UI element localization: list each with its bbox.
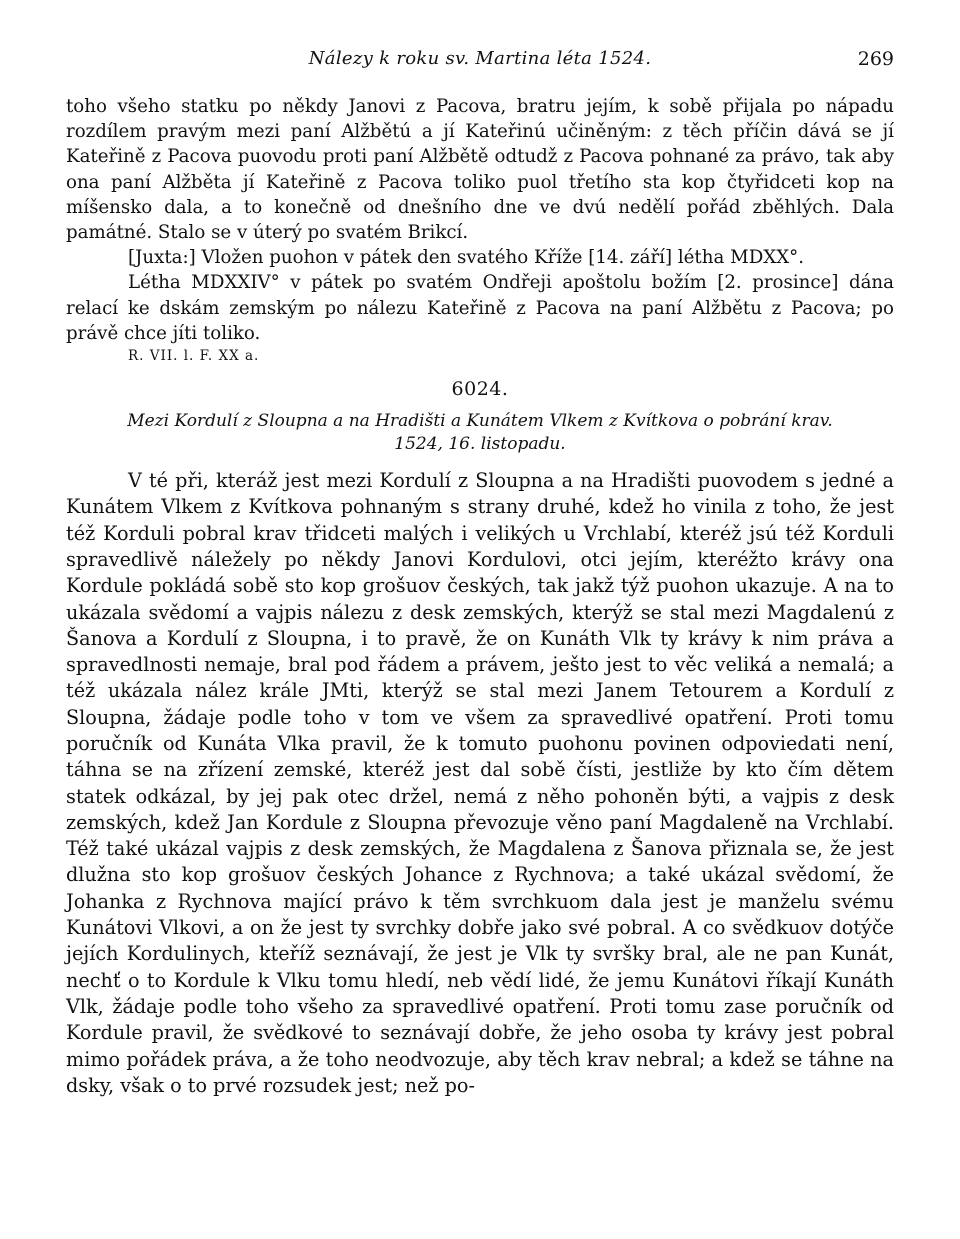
running-title: Nálezy k roku sv. Martina léta 1524. [308,48,652,69]
page-number: 269 [857,48,894,70]
page-header [66,44,894,74]
archival-reference: R. VII. l. F. XX a. [128,348,260,365]
paragraph-juxta-note: [Juxta:] Vložen puohon v pátek den svatého Kříže [14. září] létha MDXX°. [128,247,805,269]
document-heading [66,410,894,456]
document-heading-title: Mezi Kordulí z Sloupna a na Hradišti a Kunátem Vlkem z Kvítkova o pobrání krav. [127,411,833,432]
paragraph-relation-note: Létha MDXXIV° v pátek po svatém Ondřeji apoštolu božím [2. prosince] dána relací ke dskám zemským po nálezu Kateřině z Pacova na paní Alžbětu z Pacova; po právě chce jíti toliko. [66,272,894,344]
paragraph-continuation: toho všeho statku po někdy Janovi z Pacova, bratru jejím, k sobě přijala po nápadu rozdílem pravým mezi paní Alžbětú a jí Kateřinú učiněným: z těch příčin dává se jí Kateřině z Pacova puovodu proti paní Alžbětě odtudž z Pacova pohnané za právo, tak aby ona paní Alžběta jí Kateřině z Pacova toliko puol třetího sta kop čtyřidceti kop na míšensko dala, a to konečně od dnešního dne ve dvú nedělí pořád zběhlých. Dala památné. Stalo se v úterý po svatém Brikcí. [66,96,894,244]
document-body: V té při, kteráž jest mezi Kordulí z Sloupna a na Hradišti puovodem s jedné a Kunátem Vlkem z Kvítkova pohnaným s strany druhé, kdež ho vinila z toho, že jest též Korduli pobral krav třidceti malých i velikých u Vrchlabí, kteréž jsú též Korduli spravedlivě náležely po někdy Janovi Kordulovi, otci jejím, kteréžto krávy ona Kordule pokládá sobě sto kop grošuov českých, tak jakž týž puohon ukazuje. A na to ukázala svědomí a vajpis nálezu z desk zemských, kterýž se stal mezi Magdalenú z Šanova a Kordulí z Sloupna, i to pravě, že on Kunáth Vlk ty krávy k nim práva a spravedlnosti nemaje, bral pod řádem a právem, ješto jest to věc veliká a nemalá; a též ukázala nález krále JMti, kterýž se stal mezi Janem Tetourem a Kordulí z Sloupna, žádaje podle toho v tom ve všem za spravedlivé opatření. Proti tomu poručník od Kunáta Vlka pravil, že k tomuto puohonu povinen odpoviedati není, táhna se na zřízení zemské, kteréž jest dal sobě čísti, jestliže by kto čím dětem statek odkázal, by jej pak otec držel, nemá z něho pohoněn býti, a vajpis z desk zemských, kdež Jan Kordule z Sloupna převozuje věno paní Magdaleně na Vrchlabí. Též také ukázal vajpis z desk zemských, že Magdalena z Šanova přiznala se, že jest dlužna sto kop grošuov českých Johance z Rychnova; a také ukázal svědomí, že Johanka z Rychnova mající právo k těm svrchkuom dala jest je manželu svému Kunátovi Vlkovi, a on že jest ty svrchky dobře jako své pobral. A co svědkuov dotýče jejích Kordulinych, kteříž seznávají, že jest je Vlk ty svršky bral, ale ne pan Kunát, nechť o to Kordule k Vlku tomu hledí, neb vědí lidé, že jemu Kunátovi říkají Kunáth Vlk, žádaje podle toho všeho za spravedlivé opatření. Proti tomu zase poručník od Kordule pravil, že svědkové to seznávají dobře, že jeho osoba ty krávy jest pobral mimo pořádek práva, a že toho neodvozuje, aby těch krav nebral; a kdež se táhne na dsky, však o to prvé rozsudek jest; než po- [66,469,894,1097]
document-heading-date: 1524, 16. listopadu. [394,434,566,455]
document-number: 6024. [451,378,509,401]
